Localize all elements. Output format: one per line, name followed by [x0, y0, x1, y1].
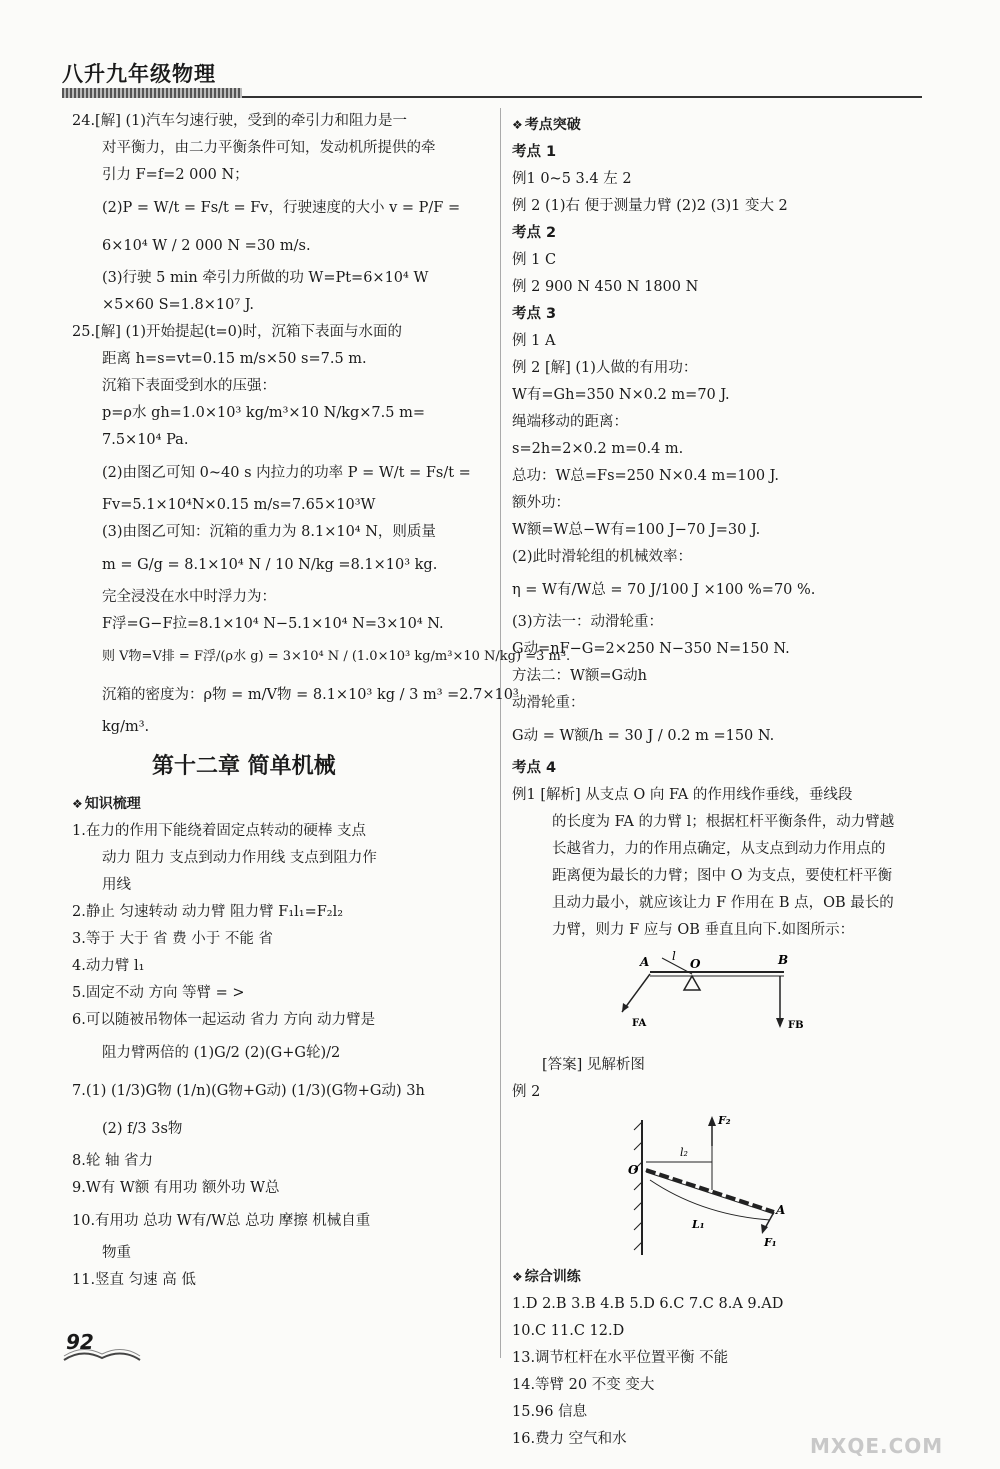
text-line: η = W有/W总 = 70 J/100 J ×100 %=70 %.: [512, 582, 816, 598]
text-line: 例 1 A: [512, 333, 556, 349]
text-line: 例 1 C: [512, 252, 557, 268]
lever-rod-edge: [646, 1172, 774, 1214]
text-line: m = G/g = 8.1×10⁴ N / 10 N/kg =8.1×10³ kg.: [102, 557, 438, 573]
label-fa: FA: [632, 1018, 647, 1029]
fulcrum-triangle: [684, 976, 700, 990]
right-column: [512, 112, 922, 1453]
text-line: 用线: [102, 877, 131, 893]
section-heading-training: ❖ 综合训练: [512, 1264, 922, 1291]
example-2-label: 例 2: [512, 1084, 541, 1100]
label-l: l: [672, 949, 676, 963]
header-rule: [242, 96, 922, 98]
text-line: 10.C 11.C 12.D: [512, 1323, 625, 1339]
text-line: 15.96 信息: [512, 1404, 588, 1420]
text-line: 25.[解] (1)开始提起(t=0)时，沉箱下表面与水面的: [72, 324, 403, 340]
label-l1: L₁: [692, 1218, 705, 1231]
text-line: 7.(1) (1/3)G物 (1/n)(G物+G动) (1/3)(G物+G动) 3h: [72, 1083, 425, 1099]
text-line: 阻力臂两倍的 (1)G/2 (2)(G+G轮)/2: [102, 1045, 341, 1061]
text-line: 距离 h=s=vt=0.15 m/s×50 s=7.5 m.: [102, 351, 367, 367]
text-line: W额=W总−W有=100 J−70 J=30 J.: [512, 522, 761, 538]
text-line: 动力 阻力 支点到动力作用线 支点到阻力作: [102, 850, 377, 866]
label-a: A: [640, 955, 650, 969]
page-number-badge: [62, 1330, 142, 1364]
text-line: 完全浸没在水中时浮力为：: [102, 589, 276, 605]
text-line: 方法二：W额=G动h: [512, 668, 647, 684]
text-line: (2)此时滑轮组的机械效率：: [512, 549, 693, 565]
text-line: ×5×60 S=1.8×10⁷ J.: [102, 297, 255, 313]
text-line: 沉箱下表面受到水的压强：: [102, 378, 276, 394]
text-line: 13.调节杠杆在水平位置平衡 不能: [512, 1350, 729, 1366]
text-line: 例 2 900 N 450 N 1800 N: [512, 279, 699, 295]
text-line: 8.轮 轴 省力: [72, 1153, 154, 1169]
lever-diagram-1: [512, 948, 922, 1048]
label-o: O: [690, 957, 701, 971]
text-line: 沉箱的密度为：ρ物 = m/V物 = 8.1×10³ kg / 3 m³ =2.7×10³: [102, 687, 519, 703]
text-line: 距离便为最长的力臂；图中 O 为支点，要使杠杆平衡: [552, 868, 893, 884]
text-line: (2)P = W/t = Fs/t = Fv，行驶速度的大小 v = P/F =: [102, 200, 461, 216]
chapter-title: 第十二章 简单机械: [152, 753, 336, 779]
text-line: 例1 [解析] 从支点 O 向 FA 的作用线作垂线，垂线段: [512, 787, 853, 803]
label-f2: F₂: [718, 1114, 731, 1127]
section-heading-knowledge: ❖ 知识梳理: [72, 791, 490, 818]
lever-diagram-2: [512, 1110, 922, 1260]
text-line: 例1 0~5 3.4 左 2: [512, 171, 632, 187]
text-line: 的长度为 FA 的力臂 l；根据杠杆平衡条件，动力臂越: [552, 814, 895, 830]
text-line: 9.W有 W额 有用功 额外功 W总: [72, 1180, 280, 1196]
text-line: kg/m³.: [102, 719, 150, 735]
column-divider: [500, 108, 501, 1358]
header-decoration-bar: [62, 88, 242, 98]
text-line: (3)方法一：动滑轮重：: [512, 614, 664, 630]
text-line: 6×10⁴ W / 2 000 N =30 m/s.: [102, 238, 311, 254]
label-fb: FB: [788, 1020, 804, 1031]
text-line: 例 2 (1)右 便于测量力臂 (2)2 (3)1 变大 2: [512, 198, 788, 214]
text-line: 10.有用功 总功 W有/W总 总功 摩擦 机械自重: [72, 1213, 371, 1229]
text-line: 且动力最小，就应该让力 F 作用在 B 点，OB 最长的: [552, 895, 894, 911]
text-line: G动 = W额/h = 30 J / 0.2 m =150 N.: [512, 728, 775, 744]
text-line: 则 V物=V排 = F浮/(ρ水 g) = 3×10⁴ N / (1.0×10³ kg/m³×10 N/kg) =3 m³.: [102, 649, 571, 664]
label-f1: F₁: [764, 1236, 777, 1249]
label-b: B: [778, 953, 789, 967]
header-title: 八升九年级物理: [62, 62, 216, 86]
text-line: 总功：W总=Fs=250 N×0.4 m=100 J.: [512, 468, 779, 484]
text-line: 5.固定不动 方向 等臂 = >: [72, 985, 245, 1001]
text-line: (3)行驶 5 min 牵引力所做的功 W=Pt=6×10⁴ W: [102, 270, 429, 286]
text-line: 额外功：: [512, 495, 570, 511]
watermark: [790, 1390, 990, 1460]
topic-heading: 考点 3: [512, 306, 557, 322]
moment-arm-l1: [650, 1180, 770, 1220]
text-line: 2.静止 匀速转动 动力臂 阻力臂 F₁l₁=F₂l₂: [72, 904, 344, 920]
force-f2-arrowhead: [708, 1116, 716, 1126]
text-line: (2)由图乙可知 0~40 s 内拉力的功率 P = W/t = Fs/t =: [102, 465, 471, 481]
text-line: G动=nF−G=2×250 N−350 N=150 N.: [512, 641, 790, 657]
text-line: 11.竖直 匀速 高 低: [72, 1272, 196, 1288]
text-line: p=ρ水 gh=1.0×10³ kg/m³×10 N/kg×7.5 m=: [102, 405, 426, 421]
text-line: 24.[解] (1)汽车匀速行驶，受到的牵引力和阻力是一: [72, 113, 408, 129]
text-line: 长越省力，力的作用点确定，从支点到动力作用点的: [552, 841, 886, 857]
wall-hatching: [634, 1122, 642, 1250]
page-header: [62, 56, 922, 100]
lever-rod: [646, 1170, 774, 1212]
text-line: 4.动力臂 l₁: [72, 958, 145, 974]
text-line: 对平衡力，由二力平衡条件可知，发动机所提供的牵: [102, 140, 436, 156]
text-line: 引力 F=f=2 000 N；: [102, 167, 249, 183]
section-heading-exam-points: ❖ 考点突破: [512, 112, 922, 139]
text-line: (3)由图乙可知：沉箱的重力为 8.1×10⁴ N，则质量: [102, 524, 436, 540]
text-line: 14.等臂 20 不变 变大: [512, 1377, 655, 1393]
text-line: 16.费力 空气和水: [512, 1431, 627, 1447]
text-line: F浮=G−F拉=8.1×10⁴ N−5.1×10⁴ N=3×10⁴ N.: [102, 616, 444, 632]
label-l2: l₂: [680, 1146, 688, 1159]
topic-heading: 考点 2: [512, 225, 557, 241]
answer-line: [答案] 见解析图: [542, 1057, 645, 1073]
text-line: (2) f/3 3s物: [102, 1121, 183, 1137]
text-line: 力臂，则力 F 应与 OB 垂直且向下.如图所示：: [552, 922, 855, 938]
lever-diagram-1-svg: [512, 948, 922, 1048]
text-line: 3.等于 大于 省 费 小于 不能 省: [72, 931, 273, 947]
lever-diagram-2-svg: [512, 1110, 922, 1260]
text-line: 物重: [102, 1245, 131, 1261]
text-line: 6.可以随被吊物体一起运动 省力 方向 动力臂是: [72, 1012, 376, 1028]
topic-heading: 考点 4: [512, 760, 557, 776]
text-line: 1.D 2.B 3.B 4.B 5.D 6.C 7.C 8.A 9.AD: [512, 1296, 784, 1312]
label-a: A: [776, 1203, 786, 1217]
text-line: 绳端移动的距离：: [512, 414, 628, 430]
text-line: 例 2 [解] (1)人做的有用功：: [512, 360, 698, 376]
page-number: 92: [66, 1330, 94, 1354]
text-line: Fv=5.1×10⁴N×0.15 m/s=7.65×10³W: [102, 497, 376, 513]
text-line: s=2h=2×0.2 m=0.4 m.: [512, 441, 684, 457]
text-line: W有=Gh=350 N×0.2 m=70 J.: [512, 387, 730, 403]
text-line: 7.5×10⁴ Pa.: [102, 432, 189, 448]
text-line: 1.在力的作用下能绕着固定点转动的硬棒 支点: [72, 823, 366, 839]
topic-heading: 考点 1: [512, 144, 557, 160]
force-fb-arrowhead: [776, 1018, 784, 1028]
text-line: 动滑轮重：: [512, 695, 585, 711]
label-o: O: [628, 1163, 639, 1177]
watermark-site: MXQE.COM: [810, 1434, 944, 1458]
